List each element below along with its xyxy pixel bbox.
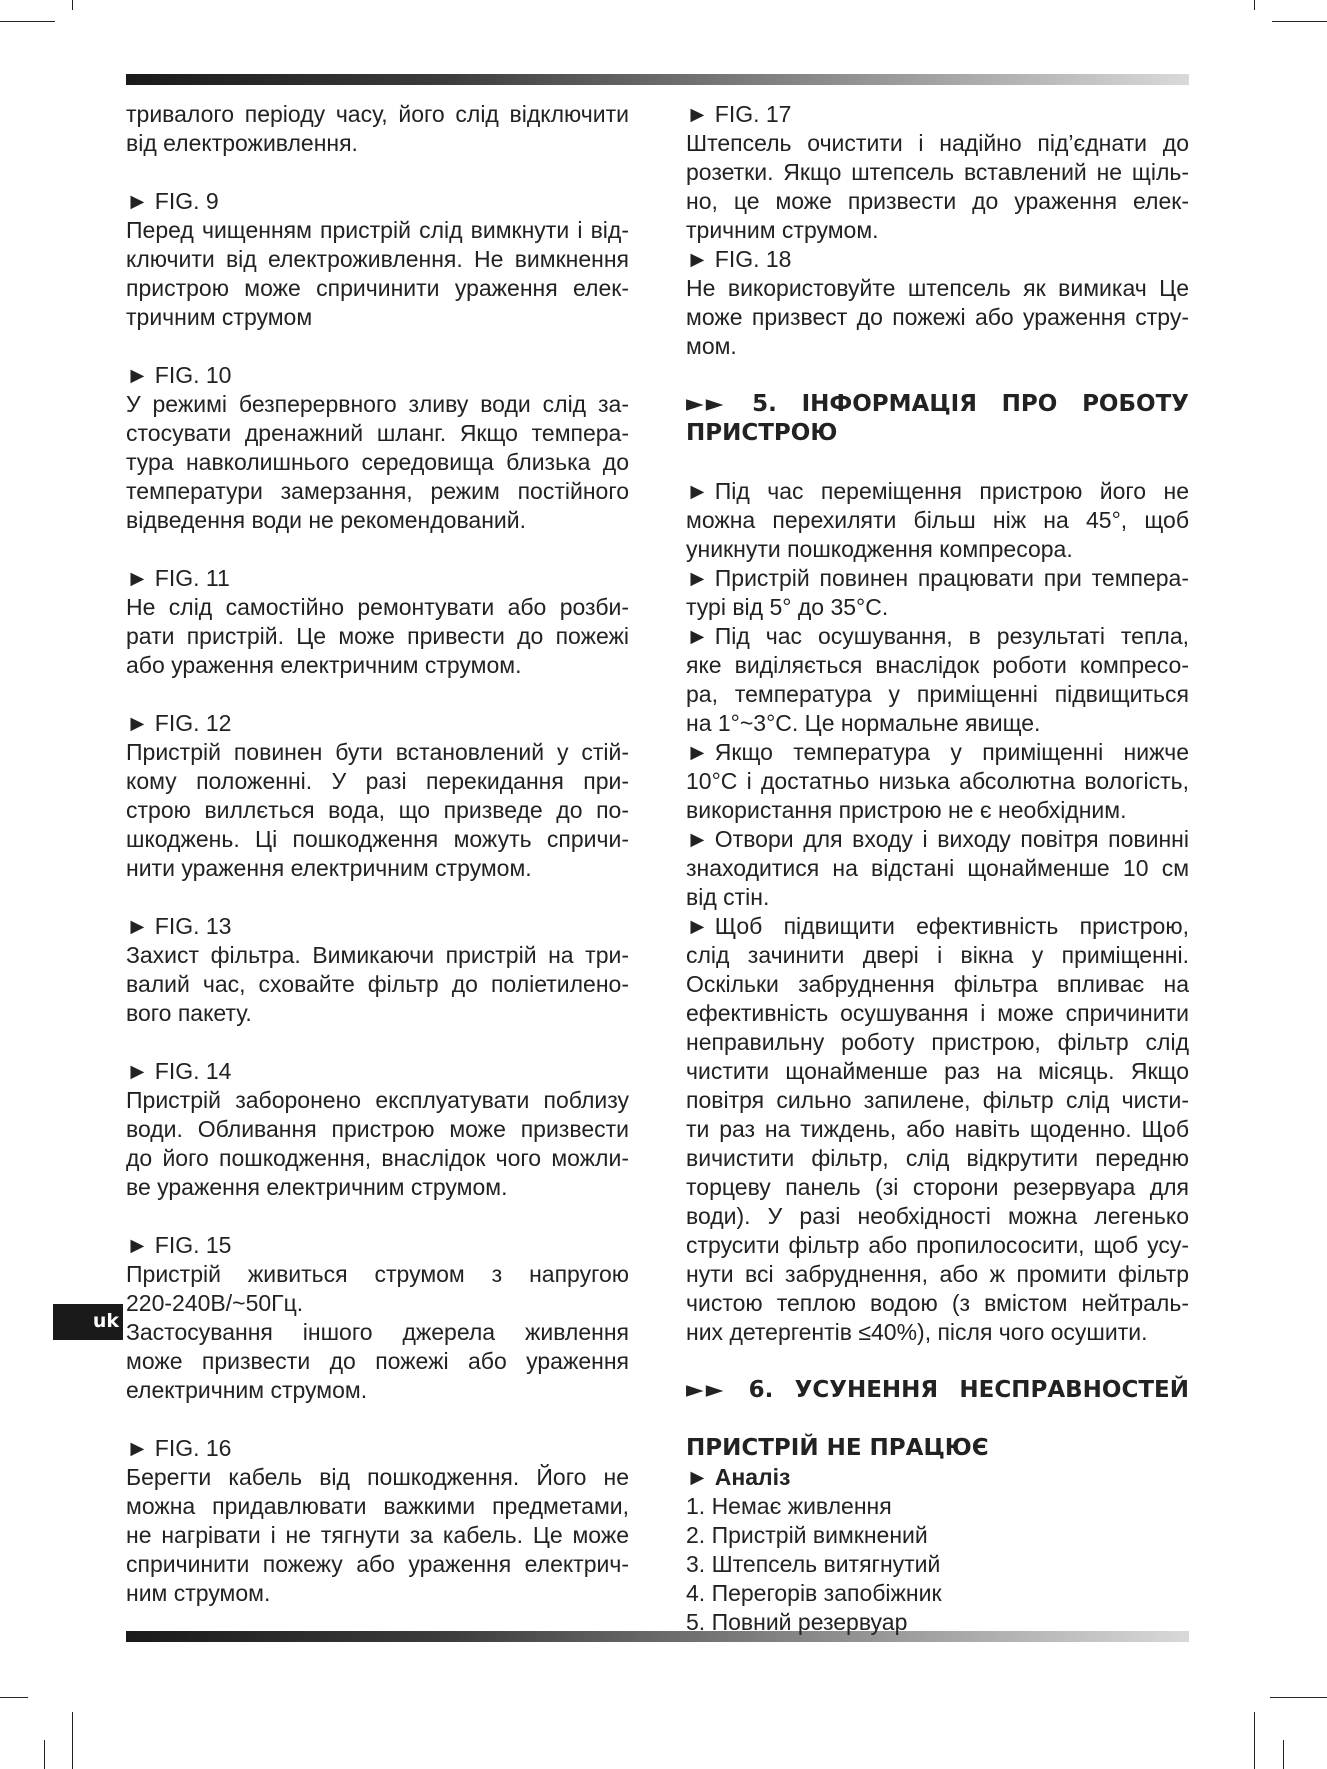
figure-reference: ► FIG. 15: [126, 1231, 629, 1260]
text-line: ти раз на тиждень, або навіть щоденно. Щоб: [686, 1116, 1189, 1142]
text-line: може призвест до пожежі або ураження стру-: [686, 304, 1189, 330]
text-line: на 1°~3°С. Це нормальне явище.: [686, 710, 1041, 736]
paragraph: [686, 738, 1189, 825]
paragraph: [126, 593, 629, 680]
spacer: [686, 1405, 1189, 1434]
list-item: 4. Перегорів запобіжник: [686, 1580, 942, 1606]
text-line: ► Пристрій повинен працювати при темпера-: [686, 564, 1189, 593]
text-line: нути всі забруднення, або ж промити фільтр: [686, 1261, 1189, 1287]
paragraph: [686, 825, 1189, 912]
text-line: до його пошкодження, внаслідок чого можли-: [126, 1145, 629, 1171]
spacer: [126, 883, 629, 912]
heading-line: ►► 5. ІНФОРМАЦІЯ ПРО РОБОТУ: [686, 391, 1189, 417]
spacer: [126, 1028, 629, 1057]
text-line: Штепсель очистити і надійно під’єднати до: [686, 130, 1189, 156]
text-line: Захист фільтра. Вимикаючи пристрій на три-: [126, 942, 629, 968]
figure-reference: ► FIG. 12: [126, 709, 629, 738]
spacer: [686, 448, 1189, 477]
text-line: но, це може призвести до ураження елек-: [686, 188, 1189, 214]
figure-reference: ► FIG. 18: [686, 245, 1189, 274]
section-5-heading: [686, 390, 1189, 448]
paragraph: [126, 738, 629, 883]
text-line: вого пакету.: [126, 1000, 252, 1026]
crop-mark: [1270, 1697, 1327, 1698]
figure-reference: ► FIG. 9: [126, 187, 629, 216]
text-line: повітря сильно запилене, фільтр слід чисти-: [686, 1087, 1189, 1113]
crop-mark: [72, 0, 73, 10]
paragraph: [126, 1086, 629, 1202]
spacer: [126, 1405, 629, 1434]
text-line: розетки. Якщо штепсель вставлений не щіль-: [686, 159, 1189, 185]
text-line: ним струмом.: [126, 1580, 271, 1606]
spacer: [126, 1202, 629, 1231]
crop-mark: [72, 1712, 73, 1769]
text-line: турі від 5° до 35°С.: [686, 594, 889, 620]
text-line: ефективність осушування і може спричинити: [686, 1000, 1189, 1026]
text-line: мом.: [686, 333, 737, 359]
text-line: води. Обливання пристрою може призвести: [126, 1116, 629, 1142]
text-line: тричним струмом.: [686, 217, 879, 243]
figure-reference: ► FIG. 16: [126, 1434, 629, 1463]
text-line: тура навколишнього середовища близька до: [126, 449, 629, 475]
text-line: шкоджень. Ці пошкодження можуть спричи-: [126, 826, 629, 852]
text-line: Застосування іншого джерела живлення: [126, 1319, 629, 1345]
list-item: 3. Штепсель витягнутий: [686, 1551, 941, 1577]
text-line: ► Під час осушування, в результаті тепла,: [686, 622, 1189, 651]
figure-reference: ► FIG. 17: [686, 100, 1189, 129]
text-line: У режимі безперервного зливу води слід за-: [126, 391, 629, 417]
text-line: можна перехиляти більш ніж на 45°, щоб: [686, 507, 1189, 533]
text-line: знаходитися на відстані щонайменше 10 см: [686, 855, 1189, 881]
text-line: пристрою може спричинити ураження елек-: [126, 275, 629, 301]
subheading: ПРИСТРІЙ НЕ ПРАЦЮЄ: [686, 1435, 989, 1461]
text-line: них детергентів ≤40%), після чого осушити.: [686, 1319, 1148, 1345]
figure-reference: ► FIG. 11: [126, 564, 629, 593]
text-line: ► Отвори для входу і виходу повітря повинні: [686, 825, 1189, 854]
text-line: струсити фільтр або пропилососити, щоб усу-: [686, 1232, 1189, 1258]
text-line: електричним струмом.: [126, 1377, 368, 1403]
paragraph: [686, 912, 1189, 1347]
spacer: [126, 535, 629, 564]
paragraph: [686, 564, 1189, 622]
text-line: неправильну роботу пристрою, фільтр слід: [686, 1029, 1189, 1055]
text-line: яке виділяється внаслідок роботи компресо-: [686, 652, 1189, 678]
text-line: тривалого періоду часу, його слід відключити: [126, 101, 629, 127]
paragraph: [126, 390, 629, 535]
text-line: відведення води не рекомендований.: [126, 507, 526, 533]
text-line: Пристрій повинен бути встановлений у стій-: [126, 739, 629, 765]
spacer: [126, 332, 629, 361]
spacer: [126, 680, 629, 709]
text-line: строю виллється вода, що призведе до по-: [126, 797, 629, 823]
spacer: [686, 361, 1189, 390]
paragraph: [686, 622, 1189, 738]
text-line: торцеву панель (зі сторони резервуара для: [686, 1174, 1189, 1200]
text-line: рати пристрій. Це може привести до пожежі: [126, 623, 629, 649]
figure-reference: ► FIG. 14: [126, 1057, 629, 1086]
text-line: від стін.: [686, 884, 770, 910]
spacer: [126, 158, 629, 187]
text-line: ве ураження електричним струмом.: [126, 1174, 508, 1200]
text-line: від електроживлення.: [126, 130, 358, 156]
text-line: уникнути пошкодження компресора.: [686, 536, 1073, 562]
text-line: 220-240В/~50Гц.: [126, 1290, 304, 1316]
left-column: [126, 100, 629, 1608]
heading-line: ПРИСТРОЮ: [686, 420, 838, 446]
text-line: або ураження електричним струмом.: [126, 652, 522, 678]
paragraph: [126, 216, 629, 332]
crop-mark: [0, 1697, 28, 1698]
paragraph: [686, 477, 1189, 564]
right-column: [686, 100, 1189, 1637]
text-line: 10°С і достатньо низька абсолютна вологість,: [686, 768, 1189, 794]
figure-reference: ► FIG. 10: [126, 361, 629, 390]
text-line: чистою теплою водою (з вмістом нейтраль-: [686, 1290, 1189, 1316]
header-gradient-bar: [126, 74, 1189, 85]
text-line: води). У разі необхідності можна легенько: [686, 1203, 1189, 1229]
text-line: ► Під час переміщення пристрою його не: [686, 477, 1189, 506]
crop-mark: [44, 1740, 45, 1769]
list-item: 2. Пристрій вимкнений: [686, 1522, 928, 1548]
text-line: не нагрівати і не тягнути за кабель. Це може: [126, 1522, 629, 1548]
text-line: валий час, сховайте фільтр до поліетилено-: [126, 971, 629, 997]
crop-mark: [1283, 1740, 1284, 1769]
text-line: Берегти кабель від пошкодження. Його не: [126, 1464, 629, 1490]
crop-mark: [1254, 1712, 1255, 1769]
text-line: використання пристрою не є необхідним.: [686, 797, 1127, 823]
text-line: ра, температура у приміщенні підвищиться: [686, 681, 1189, 707]
paragraph: [126, 100, 629, 158]
text-line: ► Щоб підвищити ефективність пристрою,: [686, 912, 1189, 941]
crop-mark: [1272, 21, 1327, 22]
text-line: Пристрій заборонено експлуатувати поблизу: [126, 1087, 629, 1113]
text-line: стосувати дренажний шланг. Якщо темпера-: [126, 420, 629, 446]
crop-mark: [0, 21, 55, 22]
crop-mark: [1254, 0, 1255, 10]
text-line: нити ураження електричним струмом.: [126, 855, 532, 881]
text-line: тричним струмом: [126, 304, 313, 330]
text-line: можна придавлювати важкими предметами,: [126, 1493, 629, 1519]
paragraph: [126, 1463, 629, 1608]
text-line: спричинити пожежу або ураження електрич-: [126, 1551, 629, 1577]
text-line: Пристрій живиться струмом з напругою: [126, 1261, 629, 1287]
list-item: 5. Повний резервуар: [686, 1609, 908, 1635]
paragraph: [686, 274, 1189, 361]
analysis-label: ► Аналіз: [686, 1463, 1189, 1492]
text-line: Не використовуйте штепсель як вимикач Це: [686, 275, 1189, 301]
language-tab: uk: [53, 1304, 123, 1340]
paragraph: [126, 1260, 629, 1405]
heading-line: ►► 6. УСУНЕННЯ НЕСПРАВНОСТЕЙ: [686, 1377, 1189, 1403]
figure-reference: ► FIG. 13: [126, 912, 629, 941]
heading-arrows-icon: ►►: [686, 1377, 749, 1403]
text-line: ключити від електроживлення. Не вимкнення: [126, 246, 629, 272]
list-item: 1. Немає живлення: [686, 1493, 892, 1519]
text-line: чистити щонайменше раз на місяць. Якщо: [686, 1058, 1189, 1084]
text-line: Оскільки забруднення фільтра впливає на: [686, 971, 1189, 997]
spacer: [686, 1347, 1189, 1376]
section-6-heading: [686, 1376, 1189, 1405]
paragraph: [686, 129, 1189, 245]
text-line: кому положенні. У разі перекидання при-: [126, 768, 629, 794]
text-line: Не слід самостійно ремонтувати або розби-: [126, 594, 629, 620]
text-line: слід зачинити двері і вікна у приміщенні.: [686, 942, 1189, 968]
heading-arrows-icon: ►►: [686, 391, 753, 417]
paragraph: [126, 941, 629, 1028]
text-line: ► Якщо температура у приміщенні нижче: [686, 738, 1189, 767]
text-line: може призвести до пожежі або ураження: [126, 1348, 629, 1374]
text-line: температури замерзання, режим постійного: [126, 478, 629, 504]
text-line: вичистити фільтр, слід відкрутити передню: [686, 1145, 1189, 1171]
text-line: Перед чищенням пристрій слід вимкнути і від-: [126, 217, 629, 243]
